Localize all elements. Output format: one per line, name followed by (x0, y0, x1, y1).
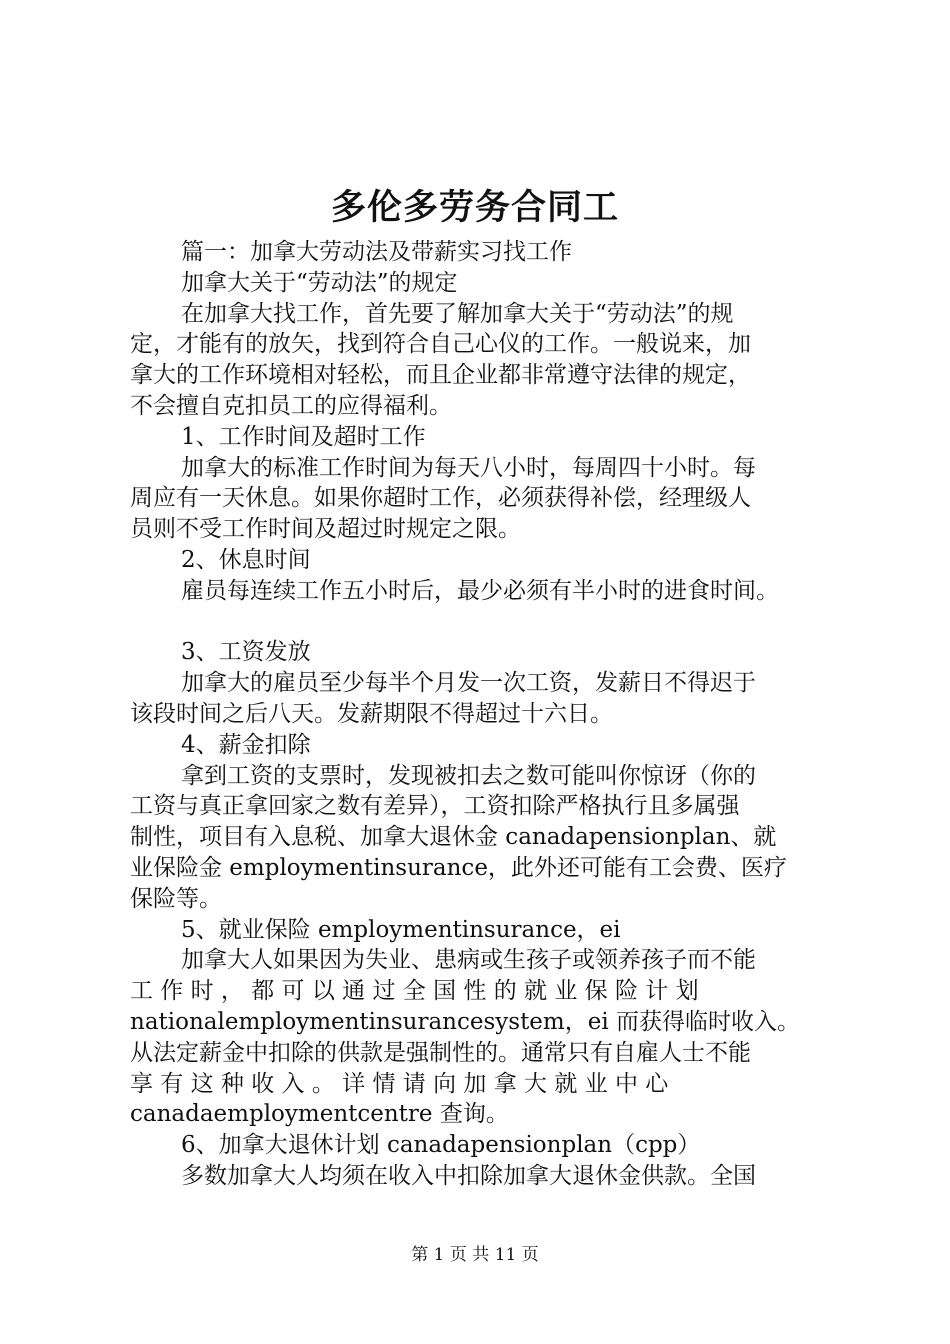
paragraph-line: 业保险金 employmentinsurance，此外还可能有工会费、医疗 (130, 854, 787, 881)
paragraph-line: 加拿大的雇员至少每半个月发一次工资，发薪日不得迟于 (181, 670, 756, 697)
paragraph-line: 享 有 这 种 收 入 。 详 情 请 向 加 拿 大 就 业 中 心 (130, 1070, 669, 1097)
paragraph-line: 周应有一天休息。如果你超时工作，必须获得补偿，经理级人 (130, 485, 751, 512)
paragraph-line: 拿大的工作环境相对轻松，而且企业都非常遵守法律的规定， (130, 362, 751, 389)
paragraph-line: 雇员每连续工作五小时后，最少必须有半小时的进食时间。 (181, 577, 779, 604)
paragraph-line: 定，才能有的放矢，找到符合自己心仪的工作。一般说来，加 (130, 331, 751, 358)
document-body (130, 237, 830, 1192)
item-heading: 2、休息时间 (181, 546, 311, 573)
section-heading: 篇一：加拿大劳动法及带薪实习找工作 (181, 239, 572, 265)
paragraph-line: 加拿大的标准工作时间为每天八小时，每周四十小时。每 (181, 454, 756, 481)
paragraph-line: 制性，项目有入息税、加拿大退休金 canadapensionplan、就 (130, 824, 777, 851)
paragraph-line: 员则不受工作时间及超过时规定之限。 (130, 516, 521, 543)
page-footer: 第 1 页 共 11 页 (411, 1245, 539, 1265)
item-heading: 1、工作时间及超时工作 (181, 423, 426, 450)
paragraph-line: 不会擅自克扣员工的应得福利。 (130, 392, 452, 419)
subheading: 加拿大关于“劳动法”的规定 (181, 269, 458, 296)
document-title: 多伦多劳务合同工 (330, 188, 619, 228)
paragraph-line: 多数加拿大人均须在收入中扣除加拿大退休金供款。全国 (181, 1162, 756, 1189)
paragraph-line: 工 作 时 ， 都 可 以 通 过 全 国 性 的 就 业 保 险 计 划 (130, 978, 699, 1005)
paragraph-line: 在加拿大找工作，首先要了解加拿大关于“劳动法”的规 (181, 300, 734, 327)
paragraph-line: 保险等。 (130, 885, 222, 912)
paragraph-line: canadaemploymentcentre 查询。 (130, 1101, 509, 1128)
item-heading: 6、加拿大退休计划 canadapensionplan（cpp） (181, 1132, 701, 1159)
paragraph-line: 该段时间之后八天。发薪期限不得超过十六日。 (130, 700, 613, 727)
paragraph-line: 加拿大人如果因为失业、患病或生孩子或领养孩子而不能 (181, 947, 756, 974)
paragraph-line: 拿到工资的支票时，发现被扣去之数可能叫你惊讶（你的 (181, 762, 756, 789)
item-heading: 5、就业保险 employmentinsurance，ei (181, 916, 621, 943)
item-heading: 3、工资发放 (181, 639, 311, 666)
paragraph-line: 从法定薪金中扣除的供款是强制性的。通常只有自雇人士不能 (130, 1039, 751, 1066)
item-heading: 4、薪金扣除 (181, 731, 311, 758)
blank-line (130, 607, 830, 638)
paragraph-line: 工资与真正拿回家之数有差异），工资扣除严格执行且多属强 (130, 793, 740, 820)
paragraph-line: nationalemploymentinsurancesystem，ei 而获得临时收入。 (130, 1008, 801, 1035)
